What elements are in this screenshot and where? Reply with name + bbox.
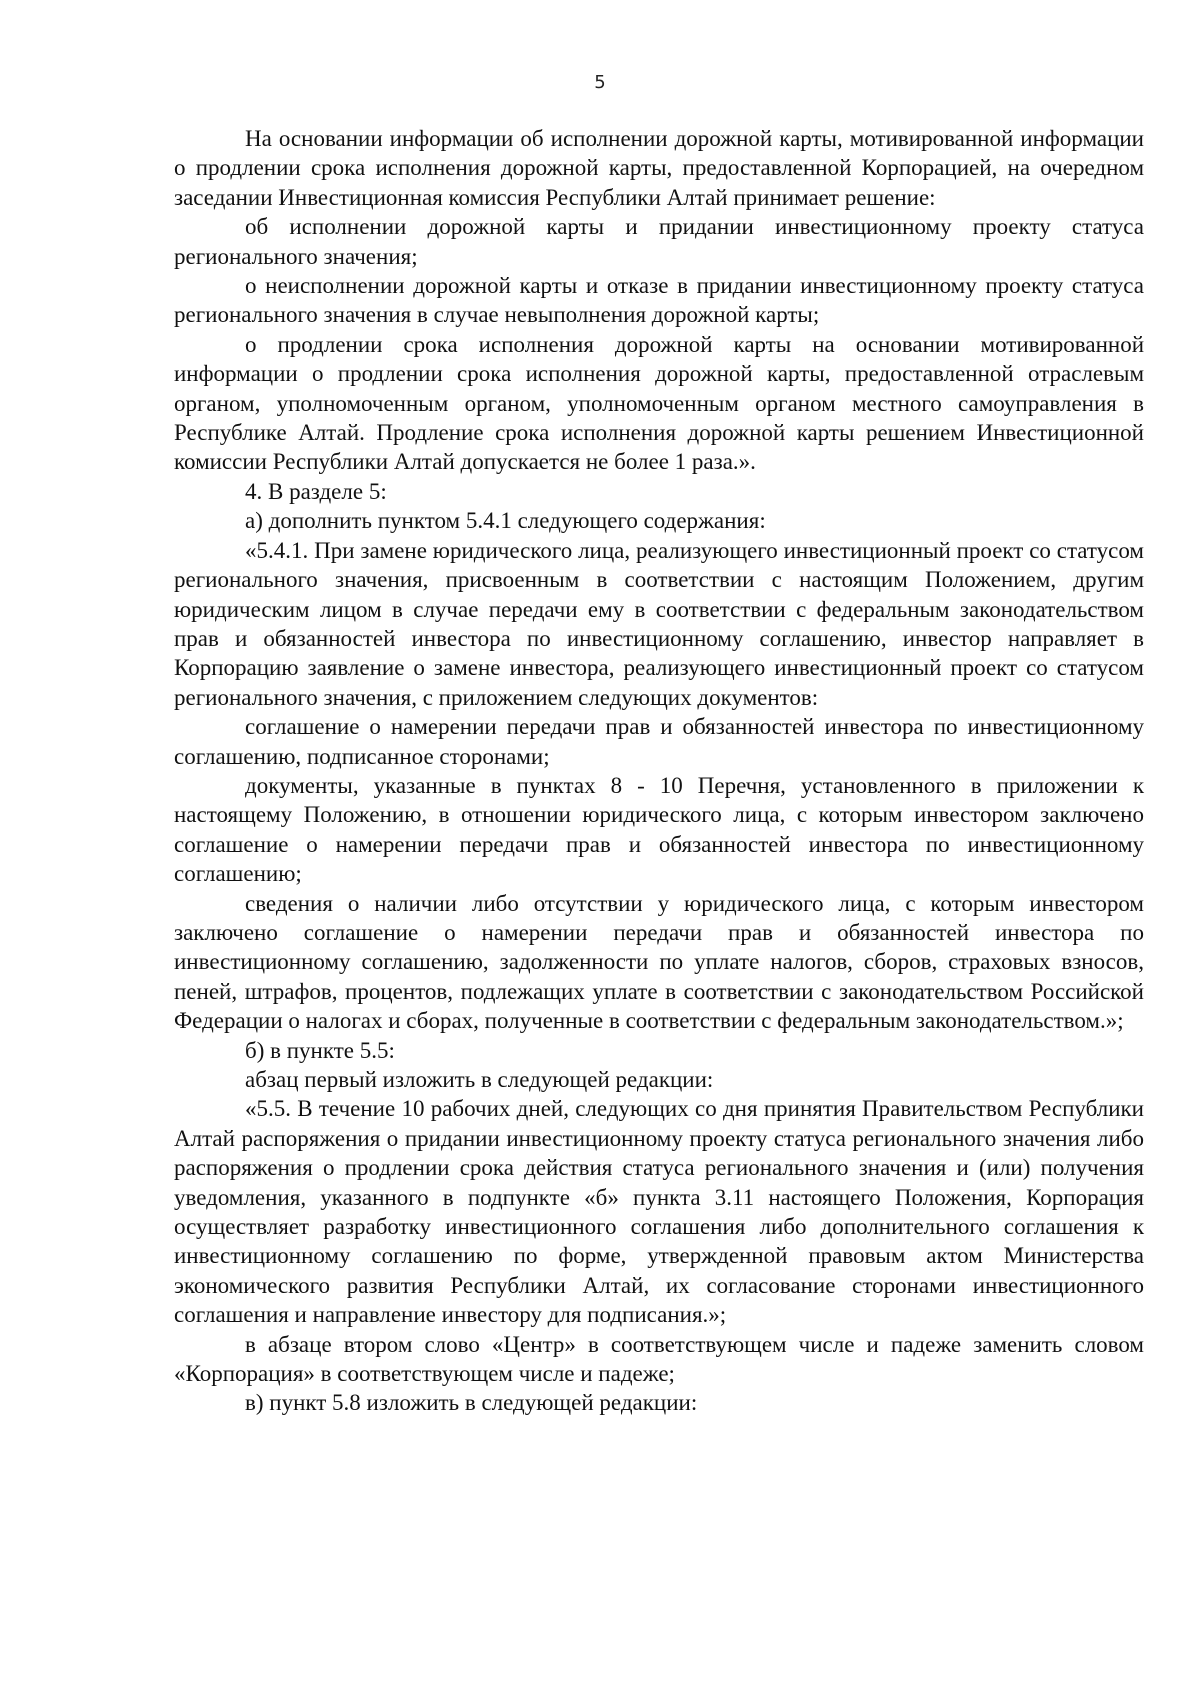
paragraph-item-a: а) дополнить пунктом 5.4.1 следующего содержания: bbox=[245, 508, 766, 534]
paragraph-decision-fulfilled: об исполнении дорожной карты и придании инвестиционному проекту статуса регионального значения; bbox=[174, 214, 1144, 269]
paragraph-doc-debt-info: сведения о наличии либо отсутствии у юридического лица, с которым инвестором заключено соглашение о намерении передачи прав и обязанностей инвестора по инвестиционному соглашению, задолженности по уплате налогов, сборов, страховых взносов, пеней, штрафов, процентов, подлежащих уплате в соответствии с законодательством Российской Федерации о налогах и сборах, полученные в соответствии с федеральным законодательством.»; bbox=[174, 890, 1144, 1034]
paragraph-decision-not-fulfilled: о неисполнении дорожной карты и отказе в придании инвестиционному проекту статуса регионального значения в случае невыполнения дорожной карты; bbox=[174, 273, 1144, 328]
paragraph-doc-list: документы, указанные в пунктах 8 - 10 Перечня, установленного в приложении к настоящему Положению, в отношении юридического лица, с которым инвестором заключено соглашение о намерении передачи прав и обязанностей инвестора по инвестиционному соглашению; bbox=[174, 772, 1144, 887]
paragraph-decision-extension: о продлении срока исполнения дорожной карты на основании мотивированной информации о продлении срока исполнения дорожной карты, предоставленной отраслевым органом, уполномоченным органом, уполномоченным органом местного самоуправления в Республике Алтай. Продление срока исполнения дорожной карты решением Инвестиционной комиссии Республики Алтай допускается не более 1 раза.». bbox=[174, 331, 1144, 475]
paragraph-doc-agreement: соглашение о намерении передачи прав и обязанностей инвестора по инвестиционному соглашению, подписанное сторонами; bbox=[174, 714, 1144, 769]
paragraph-first-abzac: абзац первый изложить в следующей редакции: bbox=[245, 1067, 714, 1092]
paragraph-decision-intro: На основании информации об исполнении дорожной карты, мотивированной информации о продлении срока исполнения дорожной карты, предоставленной Корпорацией, на очередном заседании Инвестиционная комиссия Республики Алтай принимает решение: bbox=[174, 126, 1144, 210]
paragraph-item-b: б) в пункте 5.5: bbox=[245, 1037, 395, 1063]
paragraph-clause-5-4-1: «5.4.1. При замене юридического лица, реализующего инвестиционный проект со статусом регионального значения, присвоенным в соответствии с настоящим Положением, другим юридическим лицом в случае передачи ему в соответствии с федеральным законодательством прав и обязанностей инвестора по инвестиционному соглашению, инвестор направляет в Корпорацию заявление о замене инвестора, реализующего инвестиционный проект со статусом регионального значения, с приложением следующих документов: bbox=[174, 537, 1144, 710]
document-body bbox=[174, 124, 1144, 1418]
paragraph-section-5-heading: 4. В разделе 5: bbox=[245, 478, 387, 504]
paragraph-clause-5-5: «5.5. В течение 10 рабочих дней, следующих со дня принятия Правительством Республики Алтай распоряжения о придании инвестиционному проекту статуса регионального значения либо распоряжения о продлении срока действия статуса регионального значения и (или) получения уведомления, указанного в подпункте «б» пункта 3.11 настоящего Положения, Корпорация осуществляет разработку инвестиционного соглашения либо дополнительного соглашения к инвестиционному соглашению по форме, утвержденной правовым актом Министерства экономического развития Республики Алтай, их согласование сторонами инвестиционного соглашения и направление инвестору для подписания.»; bbox=[174, 1096, 1144, 1328]
paragraph-item-v: в) пункт 5.8 изложить в следующей редакции: bbox=[245, 1390, 698, 1416]
paragraph-second-abzac: в абзаце втором слово «Центр» в соответствующем числе и падеже заменить словом «Корпорация» в соответствующем числе и падеже; bbox=[174, 1331, 1144, 1387]
page-number: 5 bbox=[594, 72, 606, 93]
